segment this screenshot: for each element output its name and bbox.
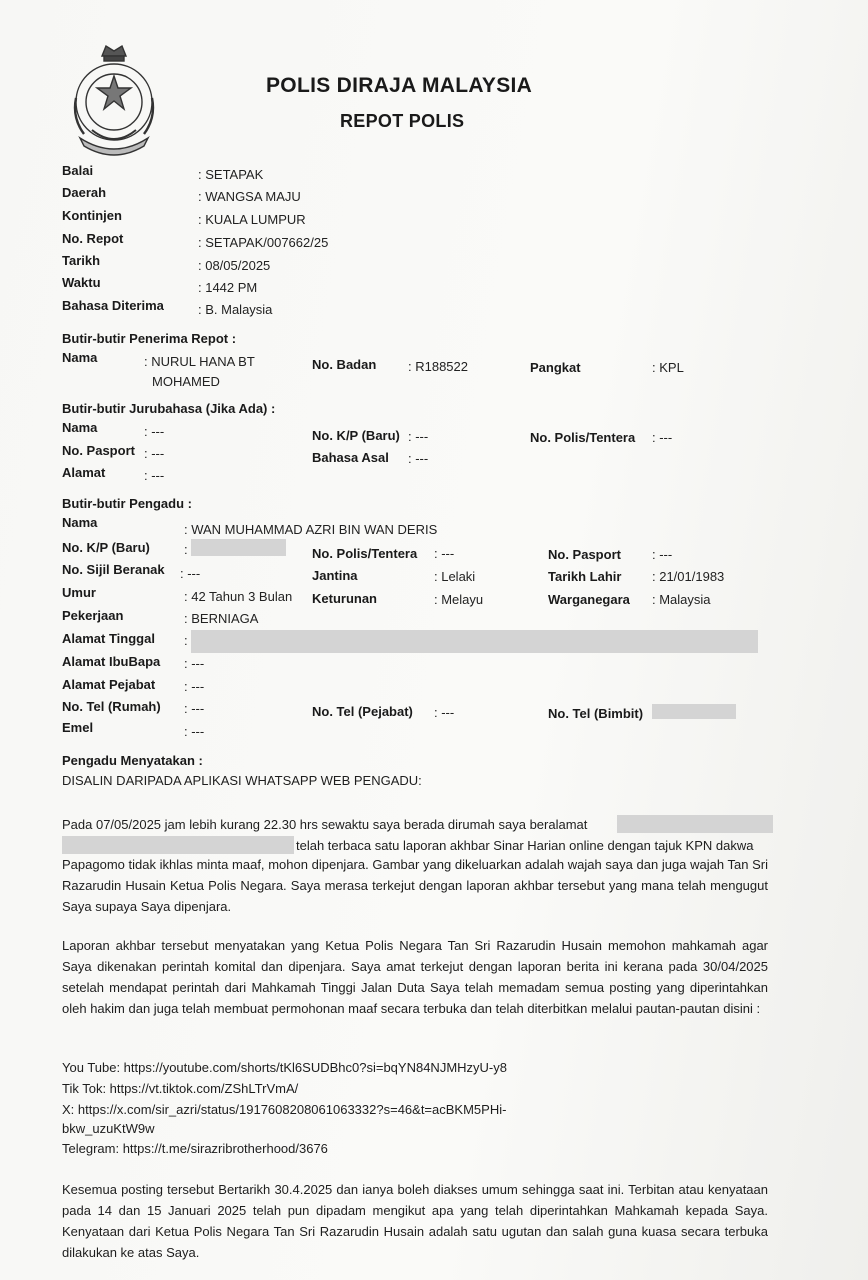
- daerah-label: Daerah: [62, 185, 107, 200]
- jurubahasa-heading: Butir-butir Jurubahasa (Jika Ada) :: [62, 401, 276, 416]
- pengadu-kp-label: No. K/P (Baru): [62, 540, 150, 555]
- pengadu-lahir-label: Tarikh Lahir: [548, 569, 622, 584]
- pangkat-label: Pangkat: [530, 360, 581, 375]
- pengadu-jantina-value: : Lelaki: [434, 569, 476, 584]
- paragraph-1: Papagomo tidak ikhlas minta maaf, mohon dipenjara. Gambar yang dikeluarkan adalah wajah saya dan juga wajah Tan Sri Razarudin Husain Ketua Polis Negara. Saya merasa terkejut dengan laporan akhbar tersebut yang mana telah mengugut Saya supaya Saya dipenjara.: [62, 857, 768, 914]
- page-subtitle: REPOT POLIS: [340, 111, 465, 131]
- penerima-nama-value: : NURUL HANA BT: [144, 354, 255, 369]
- page-title: POLIS DIRAJA MALAYSIA: [266, 74, 533, 97]
- pengadu-telrumah-label: No. Tel (Rumah): [62, 699, 161, 714]
- tarikh-label: Tarikh: [62, 253, 101, 268]
- pengadu-telrumah-value: : ---: [184, 701, 205, 716]
- paragraph-1-line-2: telah terbaca satu laporan akhbar Sinar Harian online dengan tajuk KPN dakwa: [296, 838, 754, 853]
- penerima-nama-label: Nama: [62, 350, 98, 365]
- jurubahasa-nama-label: Nama: [62, 420, 98, 435]
- no-badan-value: : R188522: [408, 359, 468, 374]
- pengadu-kerja-label: Pekerjaan: [62, 608, 124, 623]
- pengadu-sijil-value: : ---: [180, 566, 201, 581]
- link-x: X: https://x.com/sir_azri/status/1917608208061063332?s=46&t=acBKM5PHi-: [62, 1102, 507, 1117]
- pengadu-jantina-label: Jantina: [312, 568, 358, 583]
- pengadu-polis-label: No. Polis/Tentera: [312, 546, 418, 561]
- pengadu-pasport-value: : ---: [652, 547, 673, 562]
- pengadu-emel-label: Emel: [62, 720, 94, 735]
- link-youtube: You Tube: https://youtube.com/shorts/tKl6SUDBhc0?si=bqYN84NJMHzyU-y8: [62, 1060, 507, 1075]
- pengadu-kp-value: :: [184, 542, 188, 557]
- bahasa-label: Bahasa Diterima: [62, 298, 164, 313]
- pengadu-telpejabat-label: No. Tel (Pejabat): [312, 704, 413, 719]
- redacted-address-2: [62, 836, 294, 854]
- pengadu-warga-value: : Malaysia: [652, 592, 711, 607]
- pengadu-pejabat-value: : ---: [184, 679, 205, 694]
- jurubahasa-bahasa-value: : ---: [408, 451, 429, 466]
- pengadu-tinggal-label: Alamat Tinggal: [62, 631, 155, 646]
- pengadu-sijil-label: No. Sijil Beranak: [62, 562, 165, 577]
- pengadu-heading: Butir-butir Pengadu :: [62, 496, 192, 511]
- pengadu-tinggal-value: :: [184, 633, 188, 648]
- pengadu-polis-value: : ---: [434, 546, 455, 561]
- pengadu-ibubapa-label: Alamat IbuBapa: [62, 654, 161, 669]
- pengadu-umur-value: : 42 Tahun 3 Bulan: [184, 589, 293, 604]
- pengadu-telpejabat-value: : ---: [434, 705, 455, 720]
- pengadu-nama-label: Nama: [62, 515, 98, 530]
- jurubahasa-kp-value: : ---: [408, 429, 429, 444]
- waktu-label: Waktu: [62, 275, 101, 290]
- pengadu-pasport-label: No. Pasport: [548, 547, 621, 562]
- pengadu-lahir-value: : 21/01/1983: [652, 569, 725, 584]
- penerima-nama-value-cont: MOHAMED: [152, 374, 220, 389]
- no-repot-label: No. Repot: [62, 231, 124, 246]
- redacted-tel-bimbit: [652, 704, 736, 719]
- no-repot-value: : SETAPAK/007662/25: [198, 235, 329, 250]
- link-telegram: Telegram: https://t.me/sirazribrotherhood/3676: [62, 1141, 328, 1156]
- jurubahasa-alamat-label: Alamat: [62, 465, 106, 480]
- pengadu-keturunan-label: Keturunan: [312, 591, 377, 606]
- link-x-cont: bkw_uzuKtW9w: [62, 1121, 155, 1136]
- waktu-value: : 1442 PM: [198, 280, 258, 295]
- jurubahasa-polis-label: No. Polis/Tentera: [530, 430, 636, 445]
- pengadu-emel-value: : ---: [184, 724, 205, 739]
- jurubahasa-alamat-value: : ---: [144, 468, 165, 483]
- no-badan-label: No. Badan: [312, 357, 377, 372]
- statement-source: DISALIN DARIPADA APLIKASI WHATSAPP WEB PENGADU:: [62, 773, 422, 788]
- penerima-heading: Butir-butir Penerima Repot :: [62, 331, 237, 346]
- kontinjen-label: Kontinjen: [62, 208, 122, 223]
- pengadu-nama-value: : WAN MUHAMMAD AZRI BIN WAN DERIS: [184, 522, 438, 537]
- link-tiktok: Tik Tok: https://vt.tiktok.com/ZShLTrVmA/: [62, 1081, 299, 1096]
- pengadu-umur-label: Umur: [62, 585, 96, 600]
- paragraph-1-line-1: Pada 07/05/2025 jam lebih kurang 22.30 hrs sewaktu saya berada dirumah saya beralamat: [62, 817, 588, 832]
- balai-value: : SETAPAK: [198, 167, 264, 182]
- pengadu-keturunan-value: : Melayu: [434, 592, 484, 607]
- redacted-alamat-tinggal: [191, 630, 758, 653]
- jurubahasa-pasport-value: : ---: [144, 446, 165, 461]
- jurubahasa-pasport-label: No. Pasport: [62, 443, 135, 458]
- kontinjen-value: : KUALA LUMPUR: [198, 212, 306, 227]
- pengadu-ibubapa-value: : ---: [184, 656, 205, 671]
- tarikh-value: : 08/05/2025: [198, 258, 271, 273]
- balai-label: Balai: [62, 163, 94, 178]
- jurubahasa-nama-value: : ---: [144, 424, 165, 439]
- pengadu-telbimbit-label: No. Tel (Bimbit): [548, 706, 644, 721]
- jurubahasa-kp-label: No. K/P (Baru): [312, 428, 400, 443]
- pangkat-value: : KPL: [652, 360, 684, 375]
- pengadu-warga-label: Warganegara: [548, 592, 630, 607]
- police-crest-icon: [58, 38, 170, 156]
- paragraph-3: Kesemua posting tersebut Bertarikh 30.4.2025 dan ianya boleh diakses umum sehingga saat ini. Terbitan atau kenyataan pada 14 dan 15 Januari 2025 telah pun dipadam mengikut apa yang telah diperintahkan Mahkamah kepada Saya. Kenyataan dari Ketua Polis Negara Tan Sri Razarudin Husain adalah satu ugutan dan salah guna kuasa secara terbuka dilakukan ke atas Saya.: [62, 1182, 768, 1260]
- daerah-value: : WANGSA MAJU: [198, 189, 301, 204]
- pengadu-pejabat-label: Alamat Pejabat: [62, 677, 156, 692]
- jurubahasa-bahasa-label: Bahasa Asal: [312, 450, 389, 465]
- bahasa-value: : B. Malaysia: [198, 302, 273, 317]
- redacted-kp: [191, 539, 286, 556]
- redacted-address-1: [617, 815, 773, 833]
- jurubahasa-polis-value: : ---: [652, 430, 673, 445]
- statement-heading: Pengadu Menyatakan :: [62, 753, 203, 768]
- paragraph-2: Laporan akhbar tersebut menyatakan yang Ketua Polis Negara Tan Sri Razarudin Husain memohon mahkamah agar Saya dikenakan perintah komital dan dipenjara. Saya amat terkejut dengan laporan berita ini kerana pada 30/04/2025 setelah mendapat perintah dari Mahkamah Tinggi Jalan Duta Saya telah memadam semua posting yang diperintahkan oleh hakim dan juga telah membuat permohonan maaf secara terbuka dan telah diterbitkan melalui pautan-pautan disini :: [62, 938, 768, 1016]
- pengadu-kerja-value: : BERNIAGA: [184, 611, 259, 626]
